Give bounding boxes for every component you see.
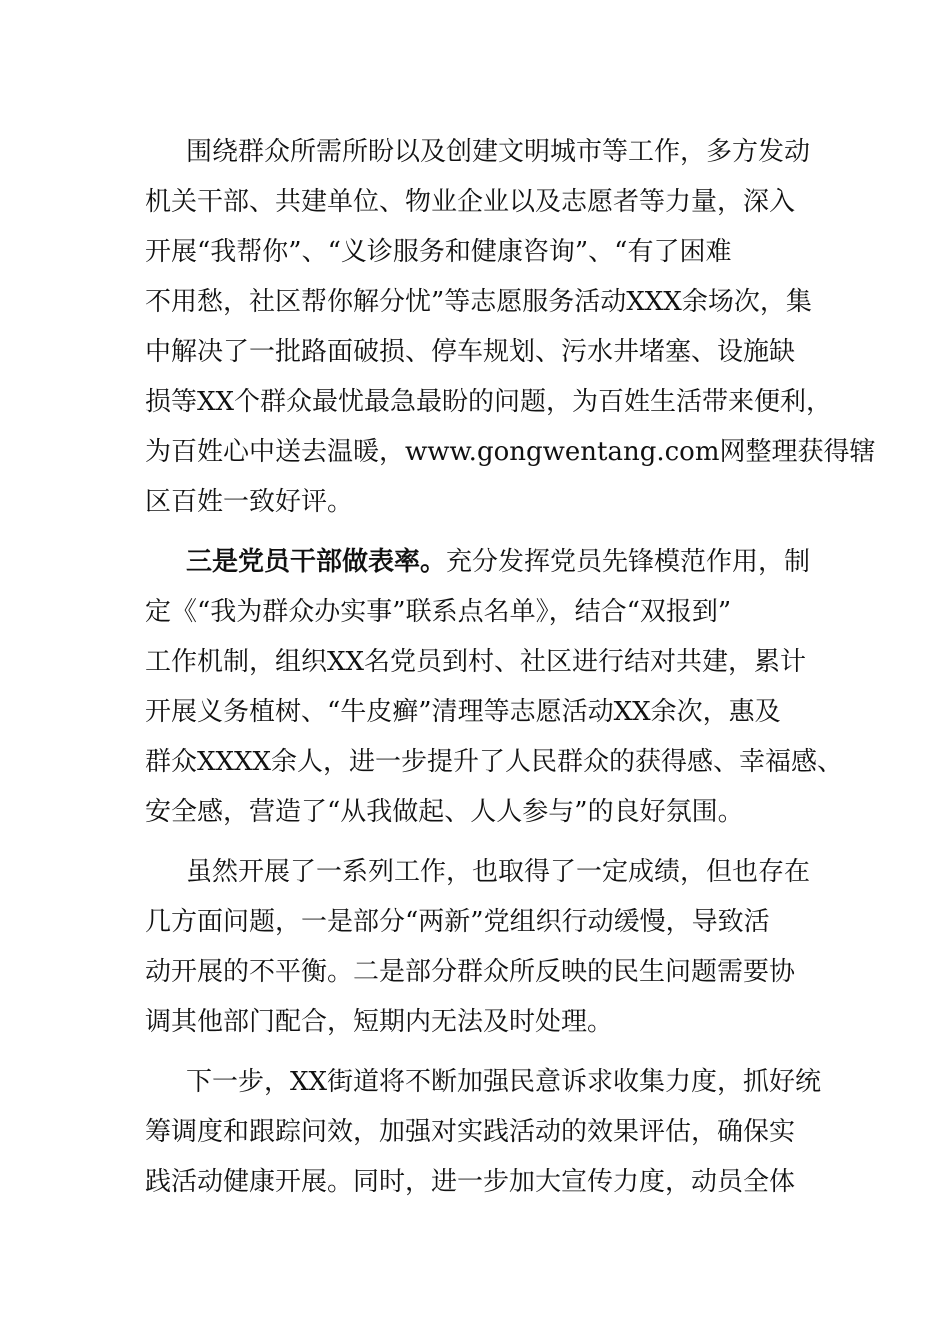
paragraph-2-line-5: 群众XXXX余人，进一步提升了人民群众的获得感、幸福感、 bbox=[145, 747, 844, 777]
paragraph-2-line-4: 开展义务植树、“牛皮癣”清理等志愿活动XX余次，惠及 bbox=[145, 697, 781, 727]
paragraph-2-line-6: 安全感，营造了“从我做起、人人参与”的良好氛围。 bbox=[145, 797, 744, 827]
paragraph-4-line-1: 下一步，XX街道将不断加强民意诉求收集力度，抓好统 bbox=[186, 1067, 822, 1097]
paragraph-4-line-2: 筹调度和跟踪问效，加强对实践活动的效果评估，确保实 bbox=[145, 1117, 796, 1147]
paragraph-2-line-1-rest: 充分发挥党员先锋模范作用，制 bbox=[446, 547, 811, 577]
paragraph-1-line-2: 机关干部、共建单位、物业企业以及志愿者等力量，深入 bbox=[145, 187, 796, 217]
paragraph-1-line-1: 围绕群众所需所盼以及创建文明城市等工作，多方发动 bbox=[186, 137, 811, 167]
paragraph-1-line-3: 开展“我帮你”、“义诊服务和健康咨询”、“有了困难 bbox=[145, 237, 732, 267]
paragraph-3-line-4: 调其他部门配合，短期内无法及时处理。 bbox=[145, 1007, 614, 1037]
section-heading: 三是党员干部做表率。 bbox=[186, 547, 447, 577]
paragraph-1-line-6: 损等XX个群众最忧最急最盼的问题，为百姓生活带来便利， bbox=[145, 387, 833, 417]
paragraph-2-line-3: 工作机制，组织XX名党员到村、社区进行结对共建，累计 bbox=[145, 647, 807, 677]
paragraph-1-line-7: 为百姓心中送去温暖，www.gongwentang.com网整理获得辖 bbox=[145, 437, 876, 467]
paragraph-2-line-2: 定《“我为群众办实事”联系点名单》，结合“双报到” bbox=[145, 597, 732, 627]
paragraph-1-line-5: 中解决了一批路面破损、停车规划、污水井堵塞、设施缺 bbox=[145, 337, 796, 367]
paragraph-3-line-3: 动开展的不平衡。二是部分群众所反映的民生问题需要协 bbox=[145, 957, 796, 987]
paragraph-2-line-1 bbox=[186, 542, 950, 582]
paragraph-3-line-2: 几方面问题，一是部分“两新”党组织行动缓慢，导致活 bbox=[145, 907, 770, 937]
paragraph-1-line-8: 区百姓一致好评。 bbox=[145, 487, 354, 517]
paragraph-4-line-3: 践活动健康开展。同时，进一步加大宣传力度，动员全体 bbox=[145, 1167, 796, 1197]
paragraph-1-line-4: 不用愁，社区帮你解分忧”等志愿服务活动XXX余场次，集 bbox=[145, 287, 812, 317]
paragraph-3-line-1: 虽然开展了一系列工作，也取得了一定成绩，但也存在 bbox=[186, 857, 811, 887]
